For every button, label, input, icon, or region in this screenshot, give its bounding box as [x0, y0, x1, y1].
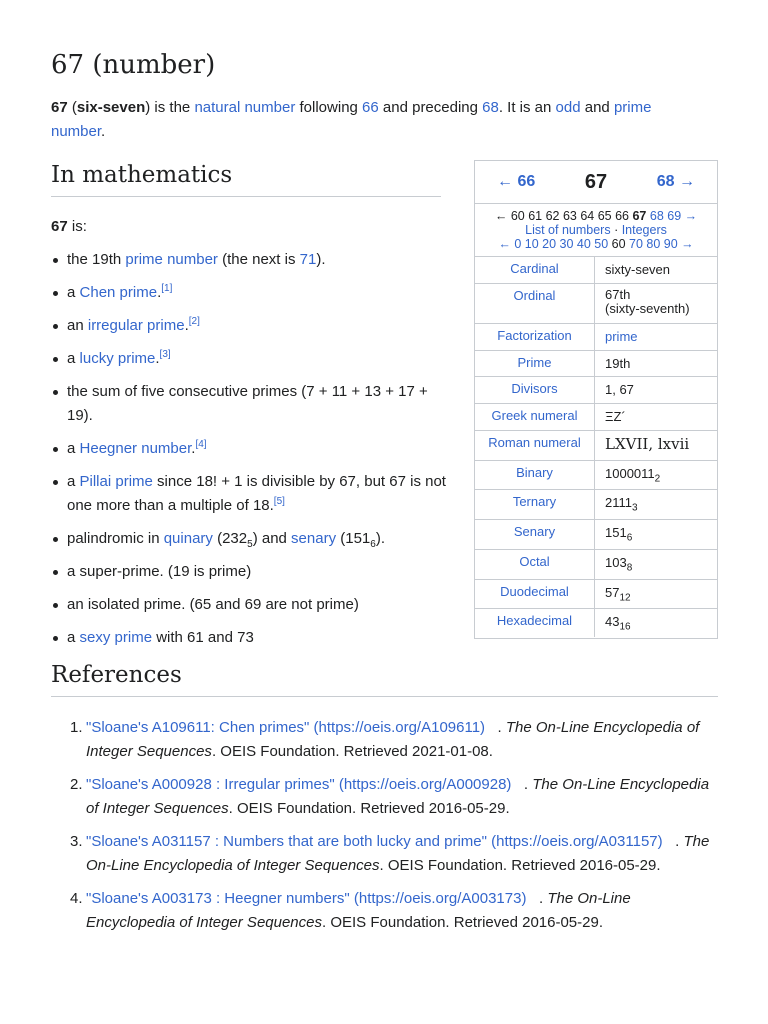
- base-subscript: 16: [619, 621, 631, 633]
- nav-separator: ·: [610, 223, 622, 237]
- value-digits: 103: [605, 555, 627, 570]
- reference-link[interactable]: "Sloane's A031157 : Numbers that are both lucky and prime" (https://oeis.org/A031157): [86, 833, 663, 850]
- intro-text: and preceding: [378, 99, 483, 116]
- infobox-value: [595, 490, 717, 519]
- infobox-key[interactable]: Greek numeral: [475, 404, 595, 430]
- list-item: [51, 347, 446, 371]
- references-list: [51, 716, 719, 944]
- item-text: a super-prime. (19 is prime): [67, 563, 252, 580]
- intro-paragraph: [51, 96, 691, 144]
- infobox-row-hexadecimal: [475, 609, 717, 637]
- infobox-nav-row: [475, 223, 717, 237]
- infobox-value: 19th: [605, 356, 631, 371]
- item-text: palindromic in: [67, 530, 164, 547]
- infobox-value: sixty-seven: [605, 262, 671, 277]
- natural-number-link[interactable]: natural number: [194, 99, 296, 116]
- item-text: (232: [212, 530, 248, 547]
- nearby-numbers-next[interactable]: 68 69 →: [646, 209, 698, 223]
- references-heading: References: [51, 662, 182, 688]
- infobox-next-link[interactable]: 68 →: [656, 173, 695, 190]
- is-text: is:: [67, 218, 87, 235]
- base-subscript: 6: [370, 539, 376, 550]
- infobox-value: LXVII, lxvii: [605, 435, 690, 453]
- list-of-numbers-link[interactable]: List of numbers: [525, 223, 611, 237]
- senary-link[interactable]: senary: [291, 530, 337, 547]
- reference-link[interactable]: "Sloane's A109611: Chen primes" (https://oeis.org/A109611): [86, 719, 486, 736]
- lucky-prime-link[interactable]: lucky prime: [79, 350, 156, 367]
- value-digits: 43: [605, 614, 620, 629]
- infobox-row-prime: [475, 351, 717, 377]
- math-properties-list: [51, 248, 446, 650]
- sexy-prime-link[interactable]: sexy prime: [79, 629, 153, 646]
- reference-item: 3. "Sloane's A031157 : Numbers that are both lucky and prime" (https://oeis.org/A031157) . The On-Line Encyclopedia of Integer Sequences. OEIS Foundation. Retrieved 2016-05-29.: [51, 830, 719, 878]
- infobox-key[interactable]: Roman numeral: [475, 431, 595, 460]
- list-item: [51, 560, 446, 584]
- item-text: a: [67, 350, 80, 367]
- infobox-value: [595, 284, 717, 323]
- reference-item: 2. "Sloane's A000928 : Irregular primes" (https://oeis.org/A000928) . The On-Line Encyclopedia of Integer Sequences. OEIS Foundation. Retrieved 2016-05-29.: [51, 773, 719, 821]
- ordinal-words: (sixty-seventh): [605, 301, 690, 316]
- infobox-key[interactable]: Senary: [475, 520, 595, 549]
- reference-link[interactable]: "Sloane's A003173 : Heegner numbers" (https://oeis.org/A003173): [86, 890, 527, 907]
- infobox-row-greek: [475, 404, 717, 431]
- item-text: the 19th: [67, 251, 126, 268]
- infobox-key[interactable]: Prime: [475, 351, 595, 376]
- infobox-row-factorization: [475, 324, 717, 351]
- intro-spoken: six-seven: [76, 99, 146, 116]
- base-subscript: 12: [619, 592, 631, 604]
- item-text: .: [157, 284, 162, 301]
- intro-text: and: [580, 99, 614, 116]
- infobox-current-number: 67: [584, 170, 608, 193]
- base-subscript: 2: [654, 473, 661, 485]
- reference-source: The On-Line Encyclopedia of Integer Sequences: [86, 890, 631, 931]
- infobox-row-duodecimal: [475, 580, 717, 609]
- decade-links-next[interactable]: 70 80 90 →: [625, 237, 694, 251]
- item-text: ).: [316, 251, 326, 268]
- reference-number: 2.: [70, 776, 83, 793]
- infobox-key[interactable]: Duodecimal: [475, 580, 595, 608]
- infobox-nav-row: [475, 237, 717, 251]
- list-item: [51, 248, 446, 272]
- mathematics-section-header: [51, 162, 441, 197]
- infobox-value: [595, 550, 717, 579]
- number-infobox: [474, 160, 718, 639]
- item-text: .: [155, 350, 160, 367]
- item-text: .: [184, 317, 189, 334]
- value-digits: 57: [605, 585, 620, 600]
- section-divider: [51, 196, 441, 197]
- item-text: ) and: [252, 530, 292, 547]
- infobox-key[interactable]: Cardinal: [475, 257, 595, 283]
- infobox-nav-row: [475, 209, 717, 223]
- list-item: [51, 470, 446, 518]
- intro-text: . It is an: [498, 99, 556, 116]
- ordinal-value: 67th: [605, 287, 631, 302]
- heegner-number-link[interactable]: Heegner number: [79, 440, 192, 457]
- list-item: [51, 314, 446, 338]
- infobox-value: 1, 67: [605, 382, 634, 397]
- infobox-row-ternary: [475, 490, 717, 520]
- base-subscript: 5: [247, 539, 253, 550]
- irregular-prime-link[interactable]: irregular prime: [87, 317, 185, 334]
- infobox-prev-link[interactable]: ← 66: [497, 173, 536, 190]
- infobox-row-cardinal: [475, 257, 717, 284]
- infobox-key[interactable]: Factorization: [475, 324, 595, 350]
- citation-link[interactable]: [1]: [161, 283, 173, 294]
- infobox-value: [595, 609, 717, 637]
- base-subscript: 8: [626, 562, 633, 574]
- value-digits: 1000011: [605, 466, 655, 481]
- citation-link[interactable]: [4]: [195, 439, 207, 450]
- item-text: (151: [336, 530, 371, 547]
- nav-current-number: 67: [632, 209, 647, 223]
- infobox-key[interactable]: Divisors: [475, 377, 595, 403]
- list-item: [51, 380, 446, 428]
- mathematics-heading: In mathematics: [51, 162, 233, 188]
- infobox-key[interactable]: Octal: [475, 550, 595, 579]
- list-item: [51, 281, 446, 305]
- reference-details: . OEIS Foundation. Retrieved 2021-01-08.: [211, 743, 493, 760]
- intro-text: .: [101, 123, 106, 140]
- nearby-numbers[interactable]: ← 60 61 62 63 64 65 66: [494, 209, 633, 223]
- infobox-row-binary: [475, 461, 717, 490]
- infobox-row-octal: [475, 550, 717, 580]
- page-title: 67 (number): [51, 50, 216, 80]
- list-item: [51, 626, 446, 650]
- base-subscript: 6: [626, 532, 633, 544]
- reference-link[interactable]: "Sloane's A000928 : Irregular primes" (https://oeis.org/A000928): [86, 776, 512, 793]
- nav-current-decade: 60: [611, 237, 626, 251]
- intro-text: ) is the: [145, 99, 195, 116]
- reference-number: 1.: [70, 719, 83, 736]
- citation-link[interactable]: [5]: [273, 496, 285, 507]
- list-item: [51, 593, 446, 617]
- intro-text: following: [295, 99, 363, 116]
- integers-link[interactable]: Integers: [621, 223, 667, 237]
- infobox-key[interactable]: Ordinal: [475, 284, 595, 323]
- section-divider: [51, 696, 718, 697]
- pillai-prime-link[interactable]: Pillai prime: [79, 473, 153, 490]
- infobox-key[interactable]: Binary: [475, 461, 595, 489]
- infobox-number-navigation: [475, 204, 717, 257]
- list-item: [51, 527, 446, 551]
- reference-item: 1. "Sloane's A109611: Chen primes" (https://oeis.org/A109611) . The On-Line Encyclopedia of Integer Sequences. OEIS Foundation. Retrieved 2021-01-08.: [51, 716, 719, 764]
- list-item: [51, 437, 446, 461]
- prime-number-link[interactable]: prime number: [51, 99, 652, 140]
- infobox-row-ordinal: [475, 284, 717, 324]
- odd-link[interactable]: odd: [555, 99, 581, 116]
- item-text: a: [67, 473, 80, 490]
- item-text: the sum of five consecutive primes (7 + 11 + 13 + 17 + 19).: [67, 383, 428, 424]
- intro-number: 67: [51, 99, 68, 116]
- reference-source: The On-Line Encyclopedia of Integer Sequences: [86, 719, 700, 760]
- infobox-header: [475, 161, 717, 204]
- item-text: with 61 and 73: [152, 629, 254, 646]
- item-text: a: [67, 284, 80, 301]
- infobox-row-divisors: [475, 377, 717, 404]
- base-subscript: 3: [632, 502, 638, 514]
- quinary-link[interactable]: quinary: [163, 530, 213, 547]
- prev-number-link[interactable]: 66: [362, 99, 379, 116]
- chen-prime-link[interactable]: Chen prime: [79, 284, 158, 301]
- infobox-value: [595, 520, 717, 549]
- item-text: .: [191, 440, 196, 457]
- infobox-value-link[interactable]: prime: [605, 329, 638, 344]
- infobox-key[interactable]: Hexadecimal: [475, 609, 595, 637]
- infobox-key[interactable]: Ternary: [475, 490, 595, 519]
- references-section-header: [51, 662, 718, 697]
- number-71-link[interactable]: 71: [299, 251, 317, 268]
- item-text: an: [67, 317, 88, 334]
- infobox-value: ΞΖ´: [605, 409, 626, 424]
- value-digits: 151: [605, 525, 627, 540]
- is-number: 67: [51, 218, 68, 235]
- reference-number: 3.: [70, 833, 83, 850]
- reference-source: The On-Line Encyclopedia of Integer Sequences: [86, 776, 710, 817]
- prime-number-link[interactable]: prime number: [125, 251, 218, 268]
- reference-number: 4.: [70, 890, 83, 907]
- value-digits: 2111: [605, 495, 632, 510]
- is-line: [51, 218, 87, 235]
- infobox-value: [595, 580, 717, 608]
- item-text: an isolated prime. (65 and 69 are not prime): [67, 596, 359, 613]
- reference-details: . OEIS Foundation. Retrieved 2016-05-29.: [228, 800, 510, 817]
- infobox-row-roman: [475, 431, 717, 461]
- reference-details: . OEIS Foundation. Retrieved 2016-05-29.: [379, 857, 661, 874]
- infobox-row-senary: [475, 520, 717, 550]
- next-number-link[interactable]: 68: [482, 99, 499, 116]
- item-text: since 18! + 1 is divisible by 67, but 67 is not one more than a multiple of 18.: [67, 473, 446, 514]
- decade-links[interactable]: ← 0 10 20 30 40 50: [498, 237, 612, 251]
- reference-details: . OEIS Foundation. Retrieved 2016-05-29.: [322, 914, 604, 931]
- item-text: (the next is: [217, 251, 300, 268]
- item-text: a: [67, 629, 80, 646]
- citation-link[interactable]: [2]: [188, 316, 200, 327]
- item-text: a: [67, 440, 80, 457]
- item-text: ).: [375, 530, 386, 547]
- infobox-value: [595, 461, 717, 489]
- reference-source: The On-Line Encyclopedia of Integer Sequences: [86, 833, 710, 874]
- intro-text: (: [67, 99, 77, 116]
- citation-link[interactable]: [3]: [159, 349, 171, 360]
- reference-item: 4. "Sloane's A003173 : Heegner numbers" (https://oeis.org/A003173) . The On-Line Encyclopedia of Integer Sequences. OEIS Foundation. Retrieved 2016-05-29.: [51, 887, 719, 935]
